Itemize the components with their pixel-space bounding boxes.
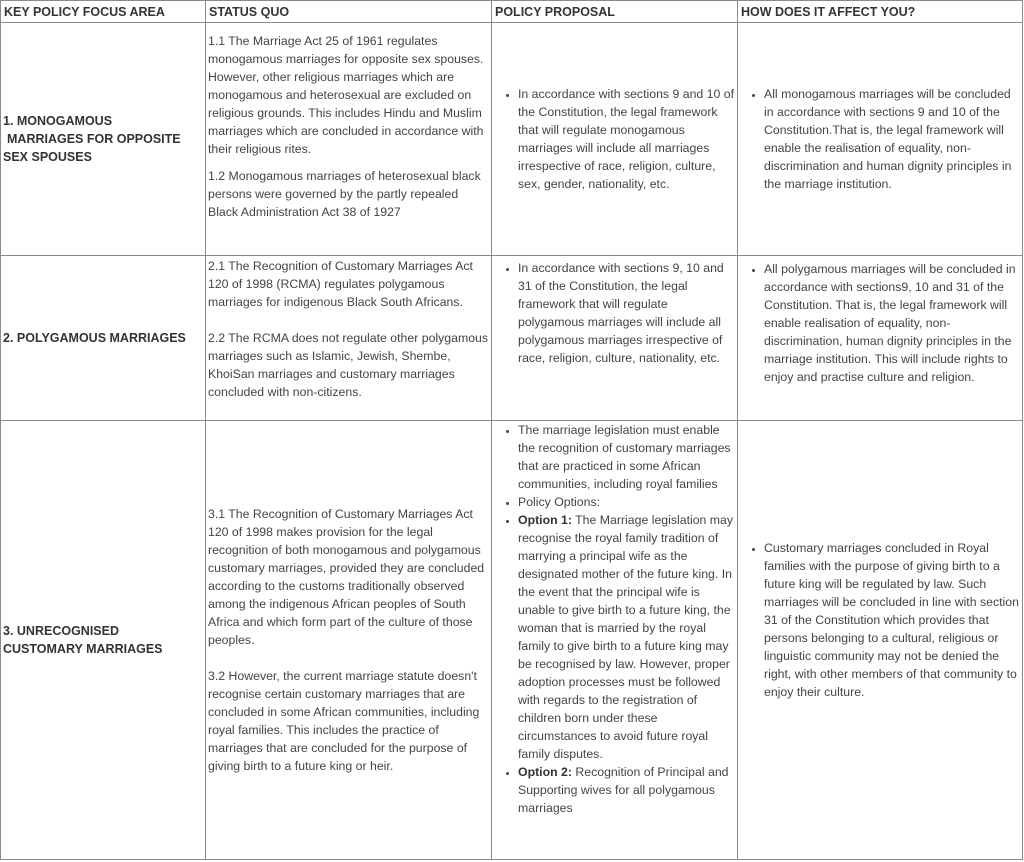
focus-area-line: CUSTOMARY MARRIAGES <box>3 642 163 656</box>
policy-proposal-cell <box>492 256 738 421</box>
policy-proposal-item: • In accordance with sections 9, 10 and 31 of the Constitution, the legal framework that will regulate polygamous marriages will include all polygamous marriages irrespective of race, religion, culture, nationality, etc. <box>518 259 735 367</box>
header-status-quo: STATUS QUO <box>206 1 492 23</box>
option-label: Option 1: <box>518 513 572 527</box>
header-policy-proposal: POLICY PROPOSAL <box>492 1 738 23</box>
how-it-affects-you-item: • All monogamous marriages will be concluded in accordance with sections 9 and 10 of the Constitution.That is, the legal framework will enable the realisation of equality, non-discrimination and human dignity principles in the marriage institution. <box>764 85 1020 193</box>
option-text: Recognition of Principal and Supporting wives for all polygamous marriages <box>518 765 729 815</box>
table-header <box>1 1 1023 23</box>
policy-option-item <box>518 763 735 817</box>
policy-proposal-item: • In accordance with sections 9 and 10 of the Constitution, the legal framework that will regulate monogamous marriages will include all marriages irrespective of race, religion, culture, sex, gender, nationality, etc. <box>518 85 735 193</box>
policy-proposal-list <box>494 421 735 817</box>
focus-area-cell: 2. POLYGAMOUS MARRIAGES <box>1 256 206 421</box>
how-it-affects-you-list <box>740 85 1020 193</box>
how-it-affects-you-cell <box>738 421 1023 860</box>
status-quo-paragraph: 2.1 The Recognition of Customary Marriages Act 120 of 1998 (RCMA) regulates polygamous marriages for indigenous Black South Africans. <box>208 259 473 309</box>
table-row-monogamous-marriages <box>1 23 1023 256</box>
focus-area-cell <box>1 23 206 256</box>
policy-proposal-list <box>494 259 735 367</box>
status-quo-paragraph: 3.2 However, the current marriage statute doesn't recognise certain customary marriages that are concluded in some African communities, including royal families. This includes the practice of marriages that are concluded for the purpose of giving birth to a future king or heir. <box>208 669 480 773</box>
focus-area-line: SEX SPOUSES <box>3 150 92 164</box>
how-it-affects-you-list <box>740 539 1020 701</box>
policy-proposal-text: The marriage legislation must enable the recognition of customary marriages that are practiced in some African communities, including royal families <box>518 423 731 491</box>
status-quo-cell <box>206 256 492 421</box>
focus-area-line: 3. UNRECOGNISED <box>3 624 119 638</box>
how-it-affects-you-item: • All polygamous marriages will be concluded in accordance with sections9, 10 and 31 of the Constitution. That is, the legal framework will enable realisation of equality, non-discrimination, human dignity principles in the marriage institution. This will include rights to enjoy and practise culture and religion. <box>764 260 1020 386</box>
status-quo-paragraph: 1.1 The Marriage Act 25 of 1961 regulates monogamous marriages for opposite sex spouses. However, other religious marriages which are monogamous and heterosexual are excluded on religious grounds. This includes Hindu and Muslim marriages which are concluded in accordance with their religious rites. <box>208 33 484 156</box>
how-it-affects-you-item: • Customary marriages concluded in Royal families with the purpose of giving birth to a future king will be regulated by law. Such marriages will be concluded in line with section 31 of the Constitution which provides that persons belonging to a cultural, religious or linguistic community may not be denied the right, with other members of that community to enjoy their culture. <box>764 539 1020 701</box>
policy-proposal-text: Policy Options: <box>518 495 601 509</box>
status-quo-paragraph: 3.1 The Recognition of Customary Marriages Act 120 of 1998 makes provision for the legal recognition of both monogamous and polygamous customary marriages, provided they are concluded according to the customs traditionally observed among the indigenous African peoples of South Africa and which form part of the culture of those peoples. <box>208 507 485 647</box>
status-quo-paragraph: 2.2 The RCMA does not regulate other polygamous marriages such as Islamic, Jewish, Shembe, KhoiSan marriages and customary marriages concluded with non-citizens. <box>208 331 489 399</box>
table-row-polygamous-marriages <box>1 256 1023 421</box>
how-it-affects-you-cell <box>738 23 1023 256</box>
status-quo-paragraph: 1.2 Monogamous marriages of heterosexual black persons were governed by the partly repealed Black Administration Act 38 of 1927 <box>208 168 481 219</box>
policy-proposal-cell <box>492 421 738 860</box>
policy-proposal-list <box>494 85 735 193</box>
status-quo-cell <box>206 421 492 860</box>
option-text: The Marriage legislation may recognise the royal family tradition of marrying a principal wife as the designated mother of the future king. In the event that the principal wife is unable to give birth to a future king, the woman that is married by the royal family to give birth to a future king may be recognised by law. However, proper adoption processes must be followed with regards to the registration of children born under these circumstances to avoid future royal family disputes. <box>518 513 734 761</box>
header-key-policy-focus-area: KEY POLICY FOCUS AREA <box>1 1 206 23</box>
table-body <box>1 23 1023 860</box>
focus-area-line: 1. MONOGAMOUS <box>3 114 113 128</box>
policy-proposal-item <box>518 493 735 511</box>
focus-area-cell <box>1 421 206 860</box>
header-row <box>1 1 1023 23</box>
focus-area-line: MARRIAGES FOR OPPOSITE <box>7 132 181 146</box>
policy-proposal-cell <box>492 23 738 256</box>
policy-proposal-item <box>518 421 735 493</box>
how-it-affects-you-list <box>740 260 1020 386</box>
how-it-affects-you-cell <box>738 256 1023 421</box>
option-label: Option 2: <box>518 765 572 779</box>
policy-option-item <box>518 511 735 763</box>
status-quo-cell <box>206 23 492 256</box>
header-how-does-it-affect-you: HOW DOES IT AFFECT YOU? <box>738 1 1023 23</box>
table-row-unrecognised-customary-marriages <box>1 421 1023 860</box>
